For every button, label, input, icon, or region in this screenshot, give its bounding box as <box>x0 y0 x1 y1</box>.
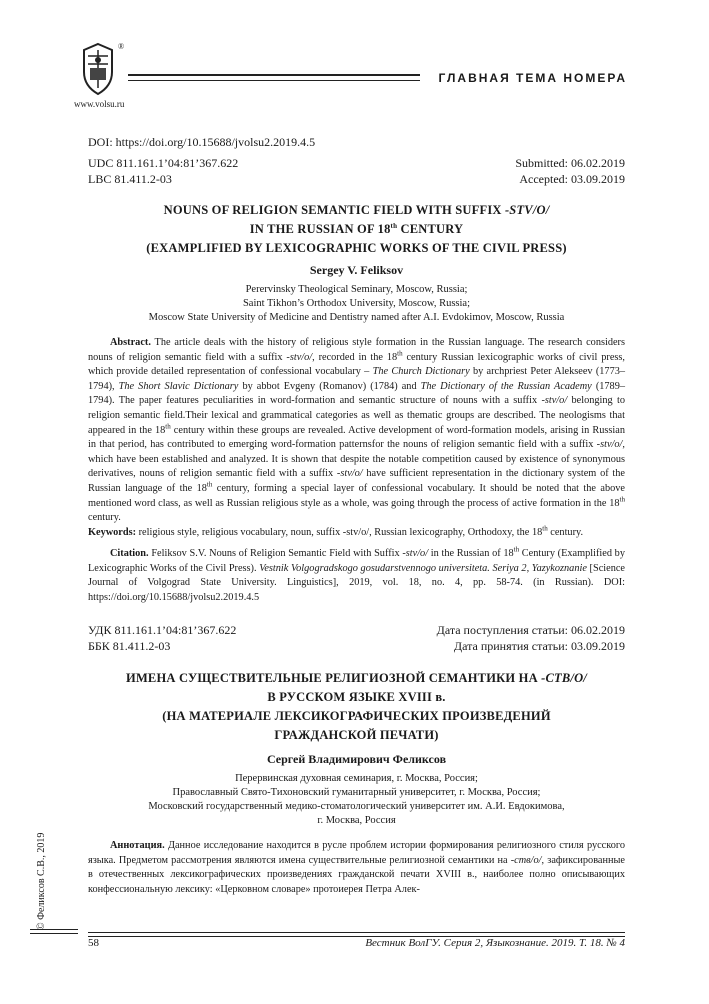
title-en-line-3: (EXAMPLIFIED BY LEXICOGRAPHIC WORKS OF THE CIVIL PRESS) <box>146 241 567 255</box>
affiliations-en <box>88 283 625 325</box>
lbc-ru: ББК 81.411.2-03 <box>88 639 171 653</box>
accepted-ru: Дата принятия статьи: 03.09.2019 <box>453 639 625 653</box>
registered-mark: ® <box>118 42 125 51</box>
title-en-sup: th <box>390 221 398 230</box>
keywords-en-label: Keywords: <box>88 526 137 538</box>
udc-en: UDC 811.161.1’04:81’367.622 <box>88 156 239 170</box>
site-url: www.volsu.ru <box>74 99 125 109</box>
abstract-ru: Аннотация. Данное исследование находится в русле проблем истории формирования религиозного стиля русского языка. Предметом рассмотрения являются имена существительные религиозной семантики на -ств/о/, зафиксированные в отечественных лексикографических произведениях гражданской печати XVIII в., наиболее полно описывающих конфессиональную лексику: «Церковном словаре» протоиерея Петра Алек- <box>88 840 625 895</box>
title-en-line-2: IN THE RUSSIAN OF 18 <box>249 222 391 236</box>
university-logo-icon <box>78 42 118 96</box>
title-en <box>88 201 625 258</box>
author-ru: Сергей Владимирович Феликсов <box>266 752 447 766</box>
title-ru-suffix: -СТВ/О/ <box>541 671 587 685</box>
title-en-suffix: -STV/O/ <box>504 203 550 217</box>
affiliation-ru-1: Перервинская духовная семинария, г. Москва, Россия; <box>235 773 478 784</box>
abstract-en: Abstract. The article deals with the history of religious style formation in the Russian language. The research considers nouns of religion semantic field with a suffix -stv/o/, recorded in the 18th century Russian lexicographic works of civil press, which provide detailed representation of confessional vocabulary – The Church Dictionary by archpriest Peter Alekseev (1773–1794), The Short Slavic Dictionary by abbot Evgeny (Romanov) (1784) and The Dictionary of the Russian Academy (1789–1794). The paper features peculiarities in word-formation and semantic structure of nouns with a suffix -stv/o/ belonging to religion semantic field.Their lexical and grammatical categories as well as thematic groups are described. The neologisms that appeared in the 18th century within these groups are revealed. Active development of word-formation models, arising in Russian in that period, has contributed to emerging word-formation patternsfor the nouns of religion semantic field with a suffix -stv/o/, which have been established and analyzed. It is shown that despite the notable competition caused by existence of synonymous derivatives, nouns of religion semantic field with a suffix -stv/o/ have sufficient representation in the dictionary system of the Russian language of the 18th century, forming a special layer of confessional vocabulary. It should be noted that the above mentioned word class, as well as Russian religious style as a whole, was going through the process of active formation in the 18th century. Keywords: religious style, religious vocabulary, noun, suffix -stv/o/, Russian lexicography, Orthodoxy, the 18th century. <box>88 337 626 538</box>
footer-rule-left <box>30 929 78 934</box>
doi: DOI: https://doi.org/10.15688/jvolsu2.2019.4.5 <box>88 135 316 149</box>
author-en: Sergey V. Feliksov <box>309 263 404 277</box>
title-ru-line-4: ГРАЖДАНСКОЙ ПЕЧАТИ) <box>274 728 439 742</box>
submitted-ru: Дата поступления статьи: 06.02.2019 <box>436 623 625 637</box>
abstract-en-label: Abstract. <box>110 337 151 348</box>
journal-footer: Вестник ВолГУ. Серия 2, Языкознание. 2019. Т. 18. № 4 <box>365 937 625 949</box>
citation-en-label: Citation. <box>110 548 149 559</box>
abstract-ru-label: Аннотация. <box>110 840 165 851</box>
affiliation-ru-3: Московский государственный медико-стоматологический университет им. А.И. Евдокимова, <box>148 801 565 812</box>
affiliation-ru-2: Православный Свято-Тихоновский гуманитарный университет, г. Москва, Россия; <box>172 787 541 798</box>
affiliation-en-3: Moscow State University of Medicine and Dentistry named after A.I. Evdokimov, Moscow, Russia <box>148 312 565 323</box>
lbc-en: LBC 81.411.2-03 <box>88 172 172 186</box>
citation-en: Citation. Feliksov S.V. Nouns of Religion Semantic Field with Suffix -stv/o/ in the Russian of 18th Century (Examplified by Lexicographic Works of the Civil Press). Vestnik Volgogradskogo gosudarstvennogo universiteta. Seriya 2, Yazykoznanie [Science Journal of Volgograd State University. Linguistics], 2019, vol. 18, no. 4, pp. 58-74. (in Russian). DOI: https://doi.org/10.15688/jvolsu2.2019.4.5 <box>88 545 625 603</box>
title-ru-line-2: В РУССКОМ ЯЗЫКЕ XVIII в. <box>267 690 446 704</box>
title-ru-line-1: ИМЕНА СУЩЕСТВИТЕЛЬНЫЕ РЕЛИГИОЗНОЙ СЕМАНТИКИ НА <box>126 671 542 685</box>
affiliation-ru-4: г. Москва, Россия <box>317 815 396 826</box>
affiliations-ru <box>88 772 625 828</box>
accepted-en: Accepted: 03.09.2019 <box>519 172 625 186</box>
title-en-line-2-end: CENTURY <box>397 222 464 236</box>
affiliation-en-2: Saint Tikhon’s Orthodox University, Moscow, Russia; <box>242 298 471 309</box>
header-rule <box>128 74 420 81</box>
title-ru-line-3: (НА МАТЕРИАЛЕ ЛЕКСИКОГРАФИЧЕСКИХ ПРОИЗВЕДЕНИЙ <box>162 709 551 723</box>
submitted-en: Submitted: 06.02.2019 <box>515 156 625 170</box>
title-en-line-1: NOUNS OF RELIGION SEMANTIC FIELD WITH SUFFIX <box>163 203 505 217</box>
page-number: 58 <box>88 937 99 949</box>
keywords-en: religious style, religious vocabulary, noun, suffix -stv/o/, Russian lexicography, Orthodoxy, the 18 <box>136 526 543 538</box>
udc-ru: УДК 811.161.1’04:81’367.622 <box>88 623 237 637</box>
copyright-vertical: © Феликсов С.В., 2019 <box>36 832 47 930</box>
affiliation-en-1: Perervinsky Theological Seminary, Moscow, Russia; <box>245 284 468 295</box>
section-title: ГЛАВНАЯ ТЕМА НОМЕРА <box>438 71 627 85</box>
title-ru <box>88 669 625 745</box>
